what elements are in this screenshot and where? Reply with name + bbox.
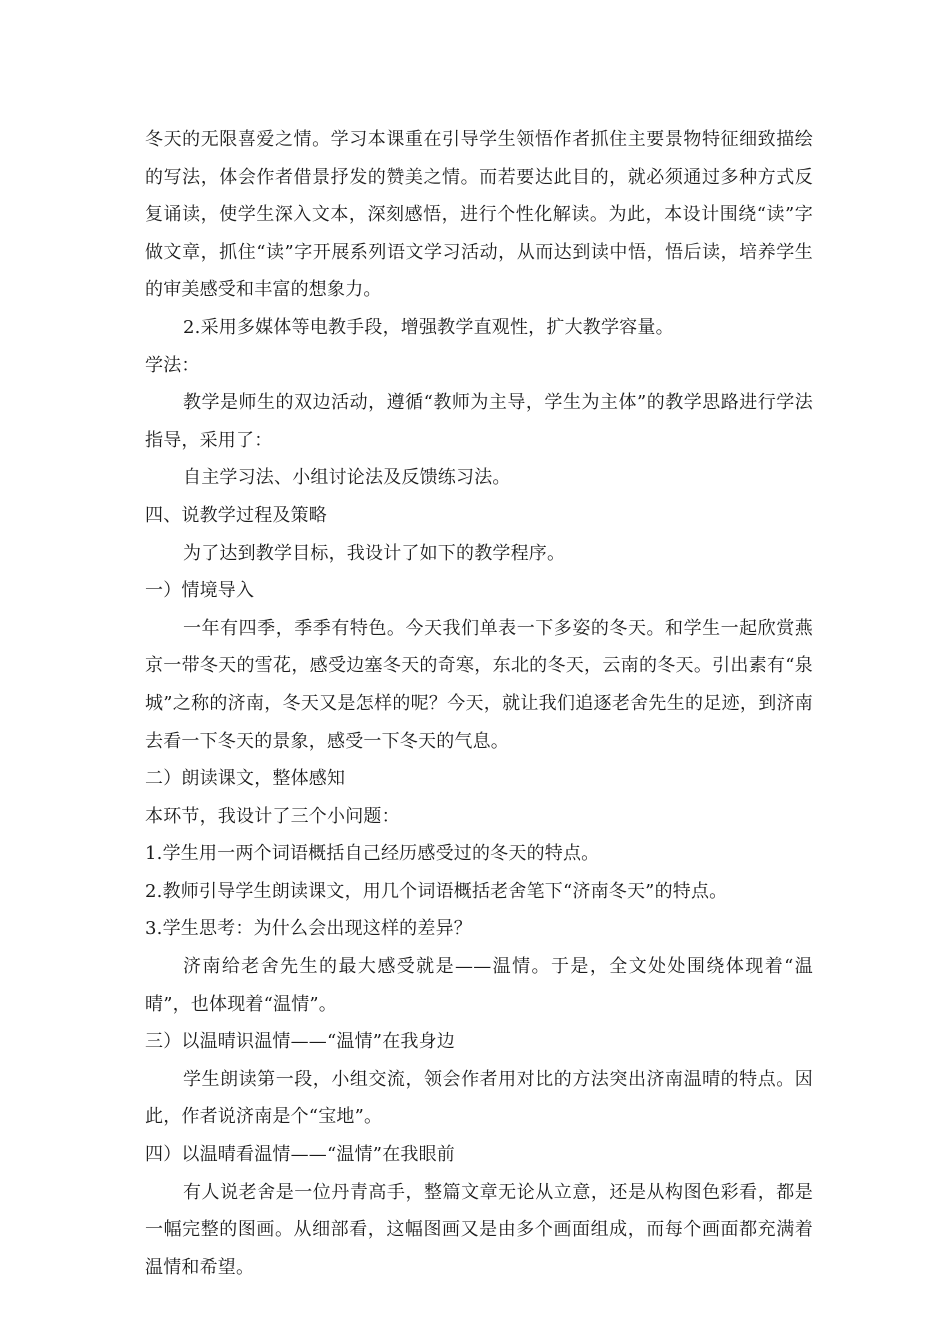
heading-step-1: 一）情境导入 bbox=[145, 580, 255, 602]
list-item-question-3: 3.学生思考：为什么会出现这样的差异？ bbox=[145, 918, 472, 940]
document-body bbox=[145, 121, 813, 1286]
paragraph-step-2-summary: 济南给老舍先生的最大感受就是——温情。于是，全文处处围绕体现着“温晴”，也体现着“温情”。 bbox=[145, 956, 813, 1015]
paragraph-method-2: 2.采用多媒体等电教手段，增强教学直观性，扩大教学容量。 bbox=[183, 316, 674, 338]
heading-study-method: 学法： bbox=[145, 354, 200, 376]
paragraph-section-4-intro: 为了达到教学目标，我设计了如下的教学程序。 bbox=[183, 542, 566, 564]
paragraph-step-3: 学生朗读第一段，小组交流，领会作者用对比的方法突出济南温晴的特点。因此，作者说济南是个“宝地”。 bbox=[145, 1068, 813, 1128]
paragraph-study-methods-list: 自主学习法、小组讨论法及反馈练习法。 bbox=[183, 467, 511, 489]
paragraph-step-4: 有人说老舍是一位丹青高手，整篇文章无论从立意，还是从构图色彩看，都是一幅完整的图画。从细部看，这幅图画又是由多个画面组成，而每个画面都充满着温情和希望。 bbox=[145, 1181, 813, 1278]
heading-section-4: 四、说教学过程及策略 bbox=[145, 504, 327, 526]
paragraph-step-1: 一年有四季，季季有特色。今天我们单表一下多姿的冬天。和学生一起欣赏燕京一带冬天的雪花，感受边塞冬天的奇寒，东北的冬天，云南的冬天。引出素有“泉城”之称的济南，冬天又是怎样的呢？今天，就让我们追逐老舍先生的足迹，到济南去看一下冬天的景象，感受一下冬天的气息。 bbox=[145, 617, 813, 752]
paragraph-step-2-intro: 本环节，我设计了三个小问题： bbox=[145, 805, 400, 827]
paragraph-study-method: 教学是师生的双边活动，遵循“教师为主导，学生为主体”的教学思路进行学法指导，采用了： bbox=[145, 392, 813, 451]
paragraph-continuation: 冬天的无限喜爱之情。学习本课重在引导学生领悟作者抓住主要景物特征细致描绘的写法，体会作者借景抒发的赞美之情。而若要达此目的，就必须通过多种方式反复诵读，使学生深入文本，深刻感悟，进行个性化解读。为此，本设计围绕“读”字做文章，抓住“读”字开展系列语文学习活动，从而达到读中悟，悟后读，培养学生的审美感受和丰富的想象力。 bbox=[145, 129, 813, 301]
list-item-question-2: 2.教师引导学生朗读课文，用几个词语概括老舍笔下“济南冬天”的特点。 bbox=[145, 880, 728, 902]
heading-step-2: 二）朗读课文，整体感知 bbox=[145, 768, 346, 790]
list-item-question-1: 1.学生用一两个词语概括自己经历感受过的冬天的特点。 bbox=[145, 843, 600, 865]
heading-step-3: 三）以温晴识温情——“温情”在我身边 bbox=[145, 1031, 456, 1053]
heading-step-4: 四）以温晴看温情——“温情”在我眼前 bbox=[145, 1144, 456, 1166]
